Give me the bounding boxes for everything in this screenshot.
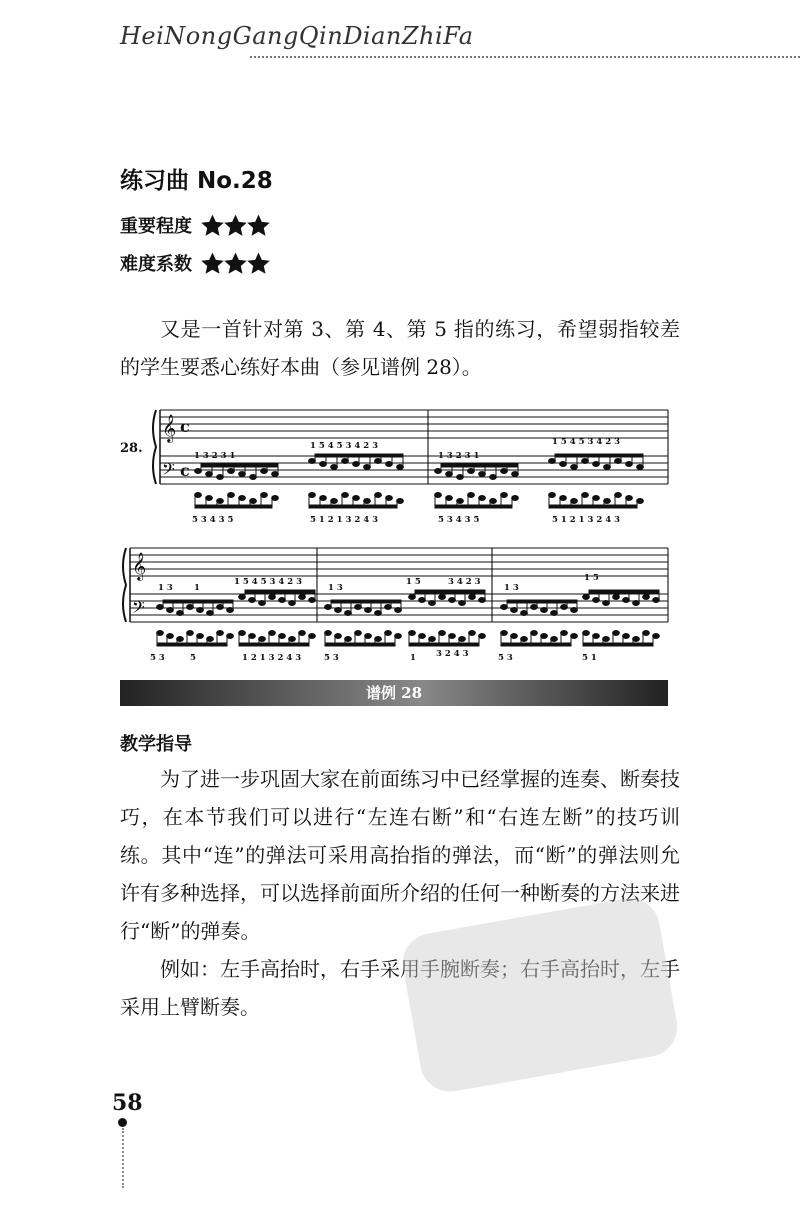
fingering: 1 3 2 3 1: [194, 451, 236, 461]
note-head: [217, 475, 224, 480]
note-head: [583, 595, 590, 600]
note-beam: [201, 464, 278, 467]
note-head: [375, 637, 382, 642]
note-head: [269, 595, 276, 600]
note-head: [345, 611, 352, 616]
note-head: [490, 475, 497, 480]
note-head: [439, 631, 446, 636]
page-number: 58: [112, 1090, 143, 1116]
note-beam: [331, 600, 401, 603]
note-head: [479, 472, 486, 477]
note-head: [197, 634, 204, 639]
note-head: [217, 631, 224, 636]
note-head: [259, 601, 266, 606]
note-head: [365, 634, 372, 639]
star-icon: [200, 213, 225, 238]
note-head: [228, 493, 235, 498]
note-beam: [315, 454, 403, 457]
star-icon: [223, 213, 248, 238]
star-icon: [246, 251, 271, 276]
svg-text:𝄢: 𝄢: [162, 459, 175, 483]
svg-text:c: c: [180, 417, 190, 436]
note-head: [613, 631, 620, 636]
note-head: [501, 469, 508, 474]
fingering: 5 1 2 1 3 2 4 3: [552, 515, 621, 525]
note-head: [560, 496, 567, 501]
note-head: [439, 595, 446, 600]
note-head: [335, 608, 342, 613]
note-head: [459, 601, 466, 606]
teaching-paragraph-2: 例如：左手高抬时，右手采用手腕断奏；右手高抬时，左手采用上臂断奏。: [120, 957, 680, 1019]
note-beam: [163, 600, 233, 603]
fingering: 1 5: [406, 577, 421, 587]
note-head: [583, 631, 590, 636]
note-beam: [555, 454, 643, 457]
note-head: [479, 496, 486, 501]
fingering: 1 5 4 5 3 4 2 3: [310, 441, 379, 451]
svg-text:𝄞: 𝄞: [162, 414, 177, 442]
note-head: [551, 637, 558, 642]
note-head: [512, 472, 519, 477]
note-head: [457, 499, 464, 504]
note-head: [511, 608, 518, 613]
note-head: [355, 605, 362, 610]
note-head: [637, 465, 644, 470]
note-head: [309, 634, 316, 639]
note-head: [386, 496, 393, 501]
star-icon: [223, 251, 248, 276]
note-head: [217, 499, 224, 504]
fingering: 3 2 4 3: [436, 649, 469, 659]
teaching-heading: 教学指导: [120, 734, 192, 755]
fingering: 1 3: [158, 583, 173, 593]
note-head: [501, 631, 508, 636]
fingering: 3 4 2 3: [448, 577, 481, 587]
fingering: 5 3 4 3 5: [438, 515, 480, 525]
note-head: [643, 631, 650, 636]
fingering: 1 3: [504, 583, 519, 593]
note-head: [468, 493, 475, 498]
note-head: [549, 459, 556, 464]
note-head: [299, 595, 306, 600]
note-head: [397, 499, 404, 504]
note-head: [167, 634, 174, 639]
note-head: [603, 601, 610, 606]
note-head: [261, 493, 268, 498]
note-head: [279, 634, 286, 639]
note-head: [207, 611, 214, 616]
note-head: [299, 631, 306, 636]
note-head: [250, 499, 257, 504]
svg-text:𝄢: 𝄢: [132, 597, 145, 621]
note-head: [386, 462, 393, 467]
note-head: [355, 631, 362, 636]
example-number: 28.: [120, 441, 143, 456]
note-head: [551, 611, 558, 616]
note-head: [457, 475, 464, 480]
note-head: [531, 605, 538, 610]
difficulty-stars: [200, 251, 269, 276]
fingering: 5 3: [150, 653, 165, 663]
note-head: [289, 601, 296, 606]
note-head: [446, 472, 453, 477]
note-head: [449, 598, 456, 603]
note-head: [560, 462, 567, 467]
note-head: [364, 465, 371, 470]
note-head: [272, 472, 279, 477]
note-head: [325, 631, 332, 636]
note-head: [490, 499, 497, 504]
note-head: [335, 634, 342, 639]
fingering: 1 5: [584, 573, 599, 583]
note-head: [626, 496, 633, 501]
note-head: [261, 469, 268, 474]
note-head: [187, 631, 194, 636]
note-head: [561, 605, 568, 610]
note-head: [331, 499, 338, 504]
score-caption: 谱例 28: [120, 680, 668, 706]
note-head: [603, 637, 610, 642]
teaching-paragraph-1: 为了进一步巩固大家在前面练习中已经掌握的连奏、断奏技巧，在本节我们可以进行“左连右断”和“右连左断”的技巧训练。其中“连”的弹法可采用高抬指的弹法，而“断”的弹法则允许有多种选择，可以选择前面所介绍的任何一种断奏的方法来进行“断”的弹奏。: [120, 767, 680, 943]
note-head: [419, 634, 426, 639]
note-beam: [409, 643, 479, 646]
running-header: HeiNongGangQinDianZhiFa: [120, 22, 474, 50]
note-head: [479, 634, 486, 639]
note-head: [593, 462, 600, 467]
star-icon: [200, 251, 225, 276]
note-head: [633, 601, 640, 606]
note-head: [157, 631, 164, 636]
note-head: [541, 634, 548, 639]
note-head: [643, 595, 650, 600]
note-head: [249, 598, 256, 603]
note-head: [207, 637, 214, 642]
note-beam: [239, 643, 309, 646]
fingering: 5 3: [498, 653, 513, 663]
note-beam: [415, 590, 485, 593]
note-head: [501, 493, 508, 498]
note-head: [531, 631, 538, 636]
note-head: [250, 475, 257, 480]
note-head: [604, 465, 611, 470]
note-head: [289, 637, 296, 642]
page-dot: [118, 1118, 127, 1127]
note-head: [633, 637, 640, 642]
difficulty-label: 难度系数: [120, 254, 192, 275]
note-beam: [441, 464, 518, 467]
note-head: [409, 595, 416, 600]
note-head: [561, 631, 568, 636]
note-head: [429, 637, 436, 642]
note-head: [228, 469, 235, 474]
note-head: [395, 608, 402, 613]
note-head: [479, 598, 486, 603]
note-head: [615, 493, 622, 498]
note-head: [521, 611, 528, 616]
note-beam: [589, 590, 659, 593]
note-head: [259, 637, 266, 642]
note-head: [623, 634, 630, 639]
note-head: [571, 499, 578, 504]
note-head: [512, 496, 519, 501]
note-head: [239, 595, 246, 600]
importance-stars: [200, 213, 269, 238]
note-head: [365, 608, 372, 613]
note-beam: [195, 505, 272, 508]
note-head: [449, 634, 456, 639]
note-head: [582, 459, 589, 464]
note-head: [239, 496, 246, 501]
note-head: [342, 493, 349, 498]
note-head: [217, 605, 224, 610]
note-head: [571, 465, 578, 470]
note-head: [511, 634, 518, 639]
note-head: [626, 462, 633, 467]
note-head: [593, 496, 600, 501]
note-head: [593, 598, 600, 603]
note-head: [309, 493, 316, 498]
difficulty-rating: [120, 250, 269, 276]
note-head: [325, 605, 332, 610]
note-head: [187, 605, 194, 610]
note-head: [197, 608, 204, 613]
note-head: [604, 499, 611, 504]
note-head: [397, 465, 404, 470]
note-head: [653, 634, 660, 639]
note-head: [157, 605, 164, 610]
note-beam: [435, 505, 512, 508]
header-rule: [250, 56, 800, 58]
note-head: [469, 595, 476, 600]
note-beam: [501, 643, 571, 646]
note-head: [521, 637, 528, 642]
note-head: [227, 634, 234, 639]
music-score-example: [120, 398, 670, 677]
fingering: 1 3: [328, 583, 343, 593]
note-head: [385, 605, 392, 610]
svg-text:c: c: [180, 461, 190, 480]
note-beam: [583, 643, 653, 646]
note-head: [227, 608, 234, 613]
fingering: 5 1: [582, 653, 597, 663]
note-head: [342, 459, 349, 464]
note-head: [419, 598, 426, 603]
note-beam: [507, 600, 577, 603]
note-head: [409, 631, 416, 636]
note-head: [459, 637, 466, 642]
note-head: [375, 459, 382, 464]
note-head: [309, 598, 316, 603]
note-head: [353, 462, 360, 467]
fingering: 1 5 4 5 3 4 2 3: [234, 577, 303, 587]
fingering: 1: [410, 653, 416, 663]
note-head: [541, 608, 548, 613]
note-head: [395, 634, 402, 639]
note-head: [429, 601, 436, 606]
svg-text:𝄞: 𝄞: [132, 552, 147, 580]
note-head: [309, 459, 316, 464]
note-head: [279, 598, 286, 603]
note-head: [353, 496, 360, 501]
note-head: [582, 493, 589, 498]
note-head: [549, 493, 556, 498]
page-rule: [122, 1128, 124, 1188]
note-head: [269, 631, 276, 636]
intro-paragraph: 又是一首针对第 3、第 4、第 5 指的练习，希望弱指较差的学生要悉心练好本曲（参见谱例 28）。: [120, 317, 680, 379]
note-head: [653, 598, 660, 603]
note-head: [177, 611, 184, 616]
fingering: 1 5 4 5 3 4 2 3: [552, 437, 621, 447]
note-head: [435, 493, 442, 498]
note-head: [375, 611, 382, 616]
section-title: 练习曲 No.28: [120, 168, 273, 194]
note-head: [501, 605, 508, 610]
fingering: 5: [190, 653, 196, 663]
note-head: [446, 496, 453, 501]
note-head: [469, 631, 476, 636]
note-beam: [245, 590, 315, 593]
note-beam: [549, 505, 637, 508]
note-head: [637, 499, 644, 504]
note-head: [435, 469, 442, 474]
note-head: [385, 631, 392, 636]
fingering: 5 3: [324, 653, 339, 663]
importance-rating: [120, 212, 269, 238]
note-head: [206, 472, 213, 477]
note-head: [593, 634, 600, 639]
note-head: [206, 496, 213, 501]
note-head: [320, 496, 327, 501]
note-head: [195, 469, 202, 474]
note-head: [320, 462, 327, 467]
note-head: [249, 634, 256, 639]
note-head: [331, 465, 338, 470]
fingering: 5 3 4 3 5: [192, 515, 234, 525]
note-head: [239, 631, 246, 636]
note-beam: [325, 643, 395, 646]
note-head: [468, 469, 475, 474]
note-head: [345, 637, 352, 642]
note-head: [615, 459, 622, 464]
note-head: [571, 634, 578, 639]
fingering: 1 2 1 3 2 4 3: [242, 653, 302, 663]
note-head: [239, 472, 246, 477]
star-icon: [246, 213, 271, 238]
note-head: [613, 595, 620, 600]
note-head: [272, 496, 279, 501]
note-head: [623, 598, 630, 603]
fingering: 1 3 2 3 1: [438, 451, 480, 461]
importance-label: 重要程度: [120, 216, 192, 237]
note-beam: [157, 643, 227, 646]
note-head: [167, 608, 174, 613]
note-head: [195, 493, 202, 498]
note-head: [571, 608, 578, 613]
note-head: [375, 493, 382, 498]
note-head: [177, 637, 184, 642]
note-beam: [309, 505, 397, 508]
note-head: [364, 499, 371, 504]
fingering: 1: [194, 583, 200, 593]
fingering: 5 1 2 1 3 2 4 3: [310, 515, 379, 525]
